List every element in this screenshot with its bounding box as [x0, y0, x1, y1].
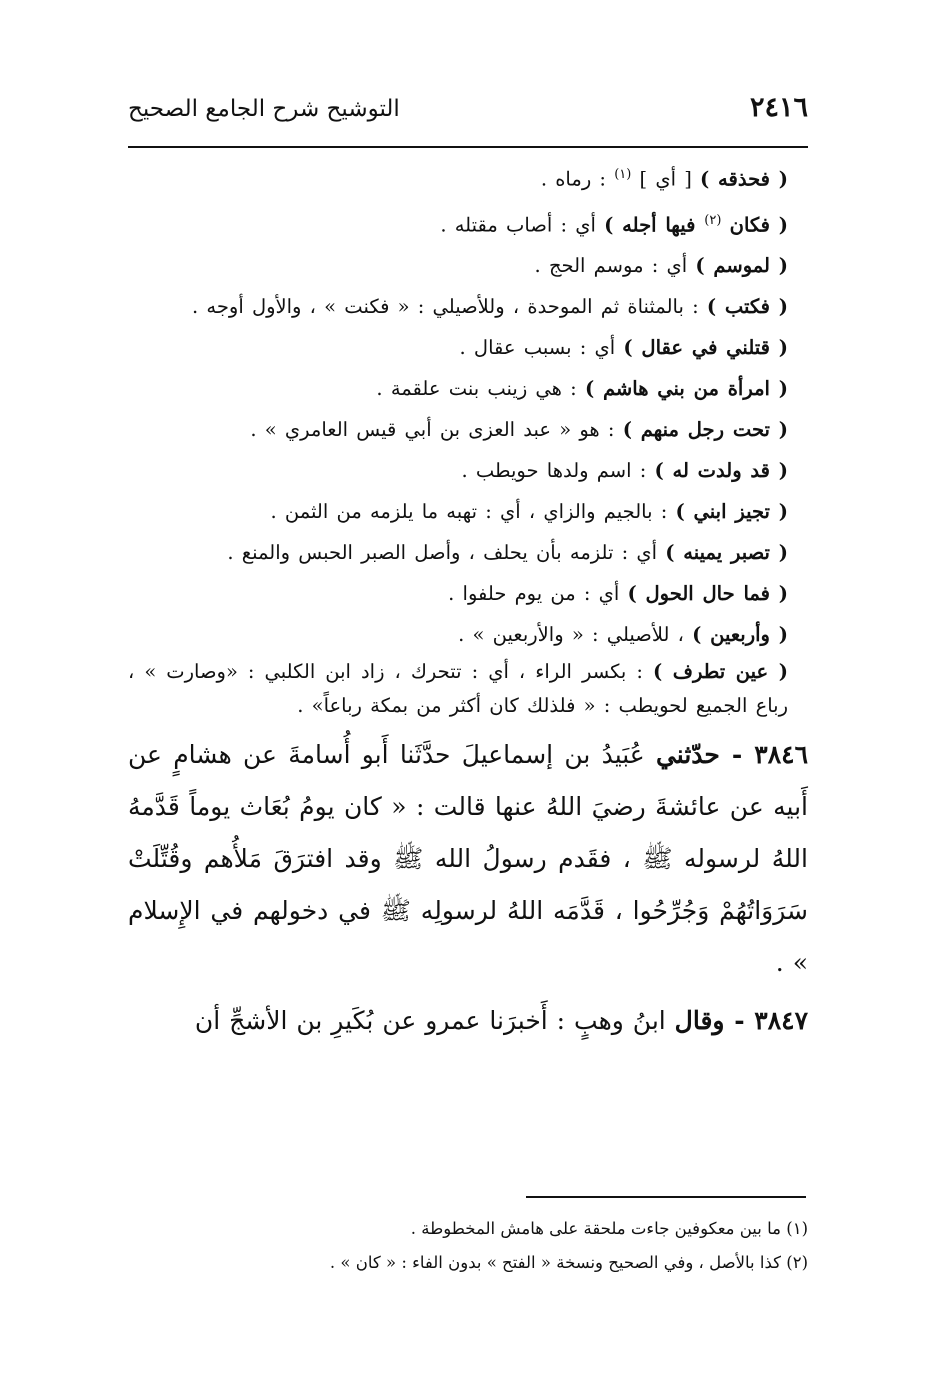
gloss-lemma: ( فحذقه ) [700, 167, 788, 191]
gloss-lemma: ( قتلني في عقال ) [623, 336, 788, 359]
gloss-line [128, 491, 808, 532]
gloss-text: [ أي ] [631, 167, 701, 191]
gloss-lemma: ( تصبر يمينه ) [665, 541, 788, 564]
page-header [128, 92, 808, 132]
gloss-text: أي : من يوم حلفوا . [448, 582, 628, 605]
gloss-line [128, 368, 808, 409]
hadith-keyword: وقال [674, 1006, 735, 1035]
gloss-lemma: ( وأربعين ) [692, 623, 788, 646]
gloss-line [128, 614, 808, 655]
footnote: (٢) كذا بالأصل ، وفي الصحيح ونسخة « الفتح » بدون الفاء : « كان » . [329, 1253, 808, 1272]
gloss-line [128, 532, 808, 573]
footnotes [128, 1212, 808, 1280]
hadith-paragraph [128, 729, 808, 989]
gloss-text: : بالجيم والزاي ، أي : تهبه ما يلزمه من الثمن . [270, 500, 676, 523]
footnote-ref: (١) [614, 167, 632, 182]
gloss-lemma: ( قد ولدت له ) [654, 459, 788, 482]
gloss-line [128, 409, 808, 450]
hadith-number: ٣٨٤٦ - [731, 740, 808, 769]
footnote: (١) ما بين معكوفين جاءت ملحقة على هامش المخطوطة . [410, 1219, 808, 1238]
gloss-lemma: ( فكتب ) [706, 295, 788, 318]
hadith-text: ابنُ وهبٍ : أَخبرَنا عمرو عن بُكَيرِ بن الأشجِّ أن [194, 1006, 675, 1035]
gloss-text: ، للأصيلي : « والأربعين » . [458, 623, 693, 646]
hadith-text: عُبَيدُ بن إسماعيلَ حدَّثَنا أَبو أُسامةَ عن هشامٍ عن أَبيه عن عائشةَ رضيَ اللهُ عنها قالت : « كان يومُ بُعَاث يوماً قَدَّمهُ اللهُ لرسوله ﷺ ، فقَدم رسولُ الله ﷺ وقد افترَقَ مَلأُهم وقُتِّلَتْ سَرَوَاتُهُمْ وَجُرِّحُوا ، قَدَّمَه اللهُ لرسولِه ﷺ في دخولهم في الإِسلام » . [128, 740, 808, 977]
header-rule [128, 146, 808, 148]
gloss-line [128, 573, 808, 614]
gloss-line [128, 200, 808, 246]
gloss-lemma: ( تجيز ابني ) [675, 500, 788, 523]
gloss-lemma: ( فما حال الحول ) [627, 582, 788, 605]
gloss-lemma: ( تحت رجل منهم ) [622, 418, 788, 441]
gloss-text: أي : تلزمه بأن يحلف ، وأصل الصبر الحبس والمنع . [227, 541, 666, 564]
gloss-line [128, 245, 808, 286]
hadith-number: ٣٨٤٧ - [734, 1006, 808, 1035]
gloss-lemma: فيها أجله ) [604, 213, 705, 236]
gloss-text: : هي زينب بنت علقمة . [376, 377, 585, 400]
gloss-text: أي : موسم الحج . [534, 254, 696, 277]
running-title: التوشيح شرح الجامع الصحيح [128, 96, 400, 122]
gloss-line [128, 286, 808, 327]
gloss-text: : اسم ولدها حويطب . [461, 459, 655, 482]
gloss-lemma: ( عين تطرف ) [652, 660, 788, 683]
gloss-lemma: ( فكان [729, 213, 788, 236]
gloss-lemma: ( لموسم ) [695, 254, 788, 277]
gloss-line [128, 450, 808, 491]
gloss-text: : رماه . [540, 167, 615, 191]
page-number: ٢٤١٦ [749, 92, 808, 123]
gloss-line [128, 655, 808, 723]
footnote-ref: (٢) [704, 212, 722, 228]
gloss-text: أي : بسبب عقال . [459, 336, 624, 359]
hadith-keyword: حدّثني [655, 740, 732, 769]
gloss-text: : بكسر الراء ، أي : تتحرك ، زاد ابن الكلبي : «وصارت » ، رباع الجميع لحويطب : « فلذلك كان أكثر من بمكة رباعاً» . [128, 660, 788, 717]
gloss-line [128, 327, 808, 368]
footnote-rule [526, 1196, 806, 1198]
gloss-lemma: ( امرأة من بني هاشم ) [584, 377, 788, 400]
main-text [128, 154, 808, 1047]
gloss-text: : هو « عبد العزى بن أبي قيس العامري » . [250, 418, 623, 441]
gloss-text: : بالمثناة ثم الموحدة ، وللأصيلي : « فكنت » ، والأول أوجه . [192, 295, 707, 318]
hadith-paragraph [128, 995, 808, 1047]
gloss-text: أي : أصاب مقتله . [440, 213, 605, 236]
gloss-line [128, 154, 808, 200]
